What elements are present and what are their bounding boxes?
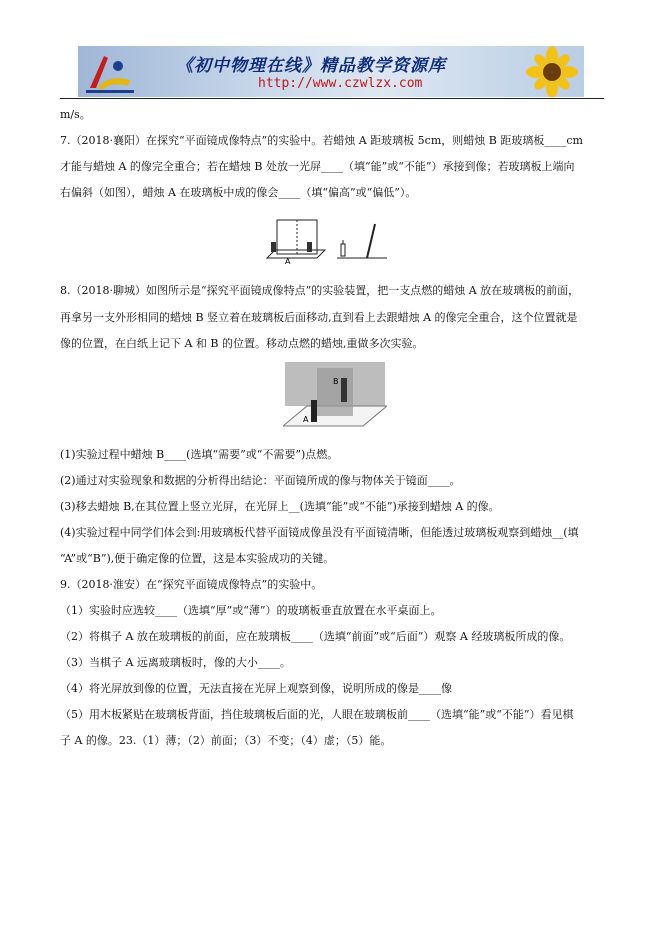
question-9-line: （2）将棋子 A 放在玻璃板的前面，应在玻璃板____（选填“前面”或“后面”）观察 A 经玻璃板所成的像。 (60, 630, 571, 643)
question-7-line: 右偏斜（如图），蜡烛 A 在玻璃板中成的像会____（填“偏高”或“偏低”）。 (60, 186, 417, 199)
text-line: m/s。 (60, 108, 91, 121)
banner-title: 《初中物理在线》精品教学资源库 (176, 56, 446, 76)
header-rule (60, 98, 604, 99)
question-9-line: （1）实验时应选较____（选填“厚”或“薄”）的玻璃板垂直放置在水平桌面上。 (60, 604, 442, 617)
question-8-subline: (4)实验过程中同学们体会到:用玻璃板代替平面镜成像虽没有平面镜清晰，但能透过玻璃板观察到蜡烛__(填 (60, 526, 579, 539)
question-9-line: （5）用木板紧贴在玻璃板背面，挡住玻璃板后面的光，人眼在玻璃板前____（选填“能”或“不能”）看见棋 (60, 708, 574, 721)
question-8-subline: “A”或“B”),便于确定像的位置，这是本实验成功的关键。 (60, 552, 335, 565)
figure-7-label: A (285, 257, 291, 266)
question-8-subline: (2)通过对实验现象和数据的分析得出结论：平面镜所成的像与物体关于镜面____。 (60, 474, 461, 487)
figure-8-apparatus (283, 360, 387, 432)
question-8-subline: (3)移去蜡烛 B,在其位置上竖立光屏，在光屏上__(选填“能”或“不能”)承接到蜡烛 A 的像。 (60, 500, 500, 513)
question-8-line: 8.（2018·聊城）如图所示是“探究平面镜成像特点”的实验装置，把一支点燃的蜡烛 A 放在玻璃板的前面， (60, 284, 580, 297)
banner-url: http://www.czwlzx.com (258, 76, 423, 91)
question-8-subline: (1)实验过程中蜡烛 B____(选填“需要”或“不需要”)点燃。 (60, 448, 339, 461)
question-7-line: 7.（2018·襄阳）在探究“平面镜成像特点”的实验中。若蜡烛 A 距玻璃板 5cm，则蜡烛 B 距玻璃板____cm (60, 134, 583, 147)
header-banner (78, 46, 584, 97)
question-8-line: 再拿另一支外形相同的蜡烛 B 竖立着在玻璃板后面移动,直到看上去跟蜡烛 A 的像完全重合，这个位置就是 (60, 311, 578, 324)
figure-7-apparatus (265, 216, 393, 268)
figure-8-label-a: A (303, 415, 309, 424)
question-7-line: 才能与蜡烛 A 的像完全重合；若在蜡烛 B 处放一光屏____（填“能”或“不能”）承接到像；若玻璃板上端向 (60, 160, 575, 173)
figure-8-label-b: B (333, 377, 339, 386)
sunflower-image (504, 46, 584, 97)
question-9-line: （4）将光屏放到像的位置，无法直接在光屏上观察到像，说明所成的像是____像 (60, 682, 452, 695)
question-8-line: 像的位置，在白纸上记下 A 和 B 的位置。移动点燃的蜡烛,重做多次实验。 (60, 337, 424, 350)
question-9-line: 子 A 的像。23.（1）薄；（2）前面；（3）不变；（4）虚；（5）能。 (60, 734, 392, 747)
question-9-line: 9.（2018·淮安）在“探究平面镜成像特点”的实验中。 (60, 578, 323, 591)
site-logo-icon (84, 50, 138, 94)
question-9-line: （3）当棋子 A 远离玻璃板时，像的大小____。 (60, 656, 291, 669)
